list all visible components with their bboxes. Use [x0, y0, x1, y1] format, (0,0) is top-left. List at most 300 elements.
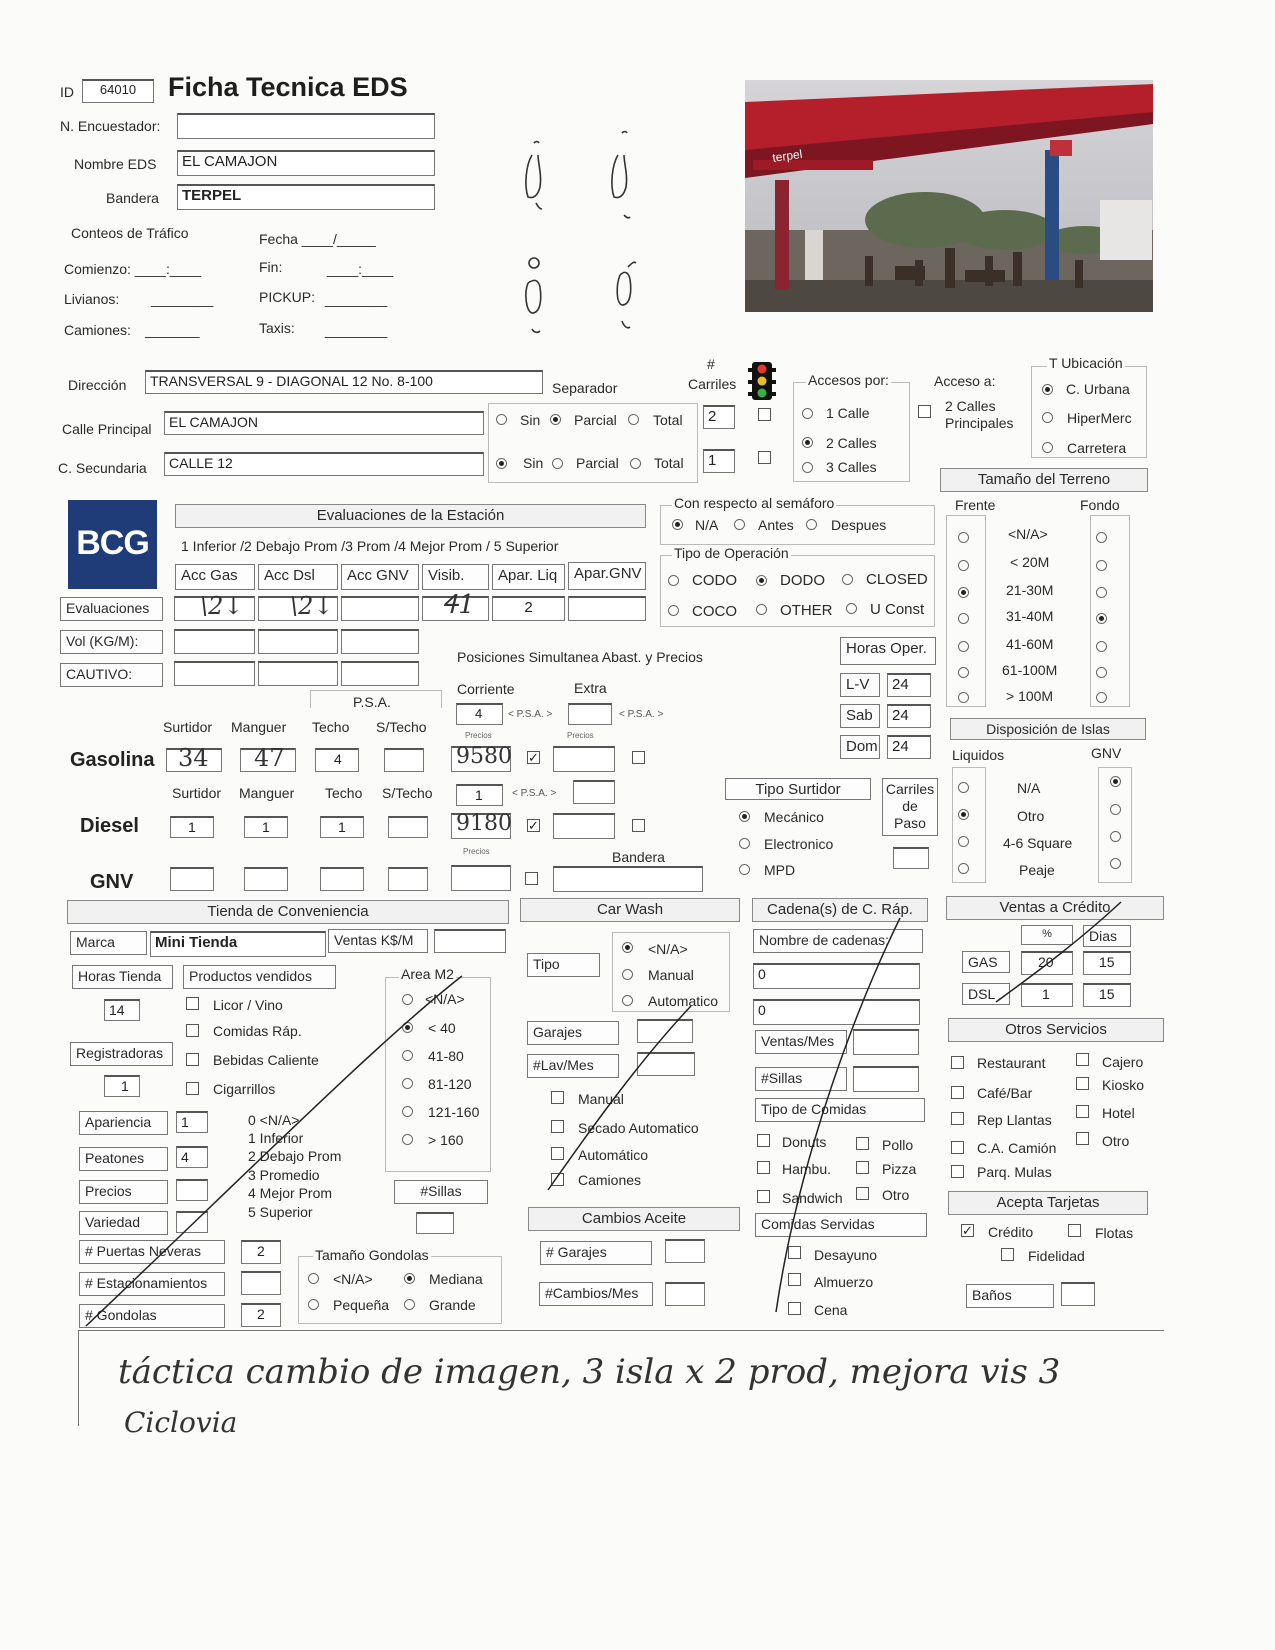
notes-left-rule	[78, 1330, 79, 1426]
gas-techo-field[interactable]: 4	[315, 748, 359, 772]
surtidor-mecanico-radio[interactable]	[739, 811, 750, 822]
tienda-sillas-field[interactable]	[416, 1212, 454, 1234]
credito-dsl-pct-field[interactable]: 1	[1021, 983, 1073, 1007]
secundaria-label: C. Secundaria	[58, 460, 147, 476]
servicio-rep-check[interactable]	[951, 1112, 964, 1125]
servicio-cajero-check[interactable]	[1076, 1053, 1089, 1066]
cadena-desayuno-check[interactable]	[788, 1246, 801, 1259]
ubicacion-hiper-radio[interactable]	[1042, 412, 1053, 423]
ubicacion-hiper-label: HiperMerc	[1067, 410, 1132, 426]
notes-top-rule	[78, 1330, 1164, 1331]
acceso-3-radio[interactable]	[802, 462, 813, 473]
producto-bebidas-label: Bebidas Caliente	[213, 1052, 319, 1068]
producto-bebidas-check[interactable]	[186, 1053, 199, 1066]
nombre-label: Nombre EDS	[74, 156, 157, 172]
cadena-sandwich-label: Sandwich	[782, 1190, 843, 1206]
producto-cigarrillos-label: Cigarrillos	[213, 1081, 276, 1097]
islas-liq-radio-2[interactable]	[958, 836, 969, 847]
peatones-field[interactable]: 4	[176, 1146, 208, 1168]
sep2-total-radio[interactable]	[630, 458, 641, 469]
direccion-field[interactable]: TRANSVERSAL 9 - DIAGONAL 12 No. 8-100	[145, 370, 543, 394]
surtidor-mpd-radio[interactable]	[739, 864, 750, 875]
nombre-field[interactable]: EL CAMAJON	[177, 150, 435, 176]
credito-dsl-label: DSL	[962, 983, 1010, 1005]
surtidor-title: Tipo Surtidor	[725, 778, 871, 800]
livianos-line: ________	[151, 291, 214, 307]
carwash-camiones-check[interactable]	[551, 1173, 564, 1186]
frente-radio-3[interactable]	[958, 613, 969, 624]
op-closed-radio[interactable]	[842, 574, 853, 585]
fondo-radio-3[interactable]	[1096, 613, 1107, 624]
islas-liq-radio-0[interactable]	[958, 782, 969, 793]
gondolas-field[interactable]: 2	[241, 1303, 281, 1327]
estacionamientos-field[interactable]	[241, 1271, 281, 1295]
islas-gnv-label: GNV	[1091, 745, 1122, 761]
cadena-otro-check[interactable]	[856, 1187, 869, 1200]
sep2-total-label: Total	[654, 455, 684, 471]
horas-lv-label: L-V	[840, 673, 880, 697]
frente-radio-5[interactable]	[958, 667, 969, 678]
servicio-kiosko-check[interactable]	[1076, 1077, 1089, 1090]
frente-radio-0[interactable]	[958, 532, 969, 543]
gnv-label: GNV	[90, 871, 134, 893]
psa-label: P.S.A.	[353, 694, 391, 710]
op-other-label: OTHER	[780, 602, 833, 619]
acceso-1-radio[interactable]	[802, 408, 813, 419]
ubicacion-label: T Ubicación	[1049, 355, 1123, 371]
sep1-sin-radio[interactable]	[496, 414, 507, 425]
photo-sign: terpel	[771, 146, 804, 165]
aceite-garajes-field[interactable]	[665, 1239, 705, 1263]
comienzo-label: Comienzo: ____:____	[64, 261, 201, 277]
eval-acc-gnv-field[interactable]	[341, 596, 419, 621]
horas-dom-field[interactable]: 24	[887, 735, 931, 759]
vol-dsl-field[interactable]	[258, 629, 338, 654]
sep1-parcial-label: Parcial	[574, 412, 617, 428]
fecha-label: Fecha ____/_____	[259, 231, 376, 247]
dsl-techo-label: Techo	[325, 785, 363, 801]
gas-stecho-field[interactable]	[384, 748, 424, 772]
cautivo-dsl-field[interactable]	[258, 661, 338, 686]
gas-extra-check[interactable]	[632, 751, 645, 764]
servicio-rep-label: Rep Llantas	[977, 1112, 1052, 1128]
tienda-sillas-label: #Sillas	[394, 1180, 488, 1204]
ubicacion-urbana-radio[interactable]	[1042, 384, 1053, 395]
sep2-parcial-label: Parcial	[576, 455, 619, 471]
apariencia-field[interactable]: 1	[176, 1111, 208, 1133]
gondolas-label: # Gondolas	[79, 1304, 225, 1328]
op-coco-radio[interactable]	[668, 605, 679, 616]
frente-radio-4[interactable]	[958, 641, 969, 652]
carwash-camiones-label: Camiones	[578, 1172, 642, 1188]
fondo-radio-2[interactable]	[1096, 587, 1107, 598]
op-other-radio[interactable]	[756, 604, 767, 615]
carriles-paso-field[interactable]	[893, 847, 929, 869]
bcg-logo-text: BCG	[76, 524, 149, 562]
tienda-registradoras-field[interactable]: 1	[104, 1075, 140, 1097]
dsl-surtidor-label: Surtidor	[172, 785, 222, 801]
accesos-label: Accesos por:	[808, 372, 889, 388]
carriles-label: Carriles	[688, 376, 737, 392]
dsl-extra-check[interactable]	[632, 819, 645, 832]
taxis-label: Taxis:	[259, 320, 295, 336]
id-label: ID	[60, 84, 74, 100]
carriles-paso-label: Carriles de Paso	[882, 778, 938, 836]
semaforo-despues-label: Despues	[831, 517, 887, 533]
carwash-automatico-check[interactable]	[551, 1147, 564, 1160]
eval-col-acc-dsl: Acc Dsl	[258, 564, 338, 590]
traffic-light-icon	[748, 362, 778, 402]
islas-title: Disposición de Islas	[950, 718, 1146, 740]
acceso-a-check[interactable]	[918, 405, 931, 418]
fondo-radio-4[interactable]	[1096, 641, 1107, 652]
aceite-cambios-field[interactable]	[665, 1282, 705, 1306]
servicio-parq-check[interactable]	[951, 1165, 964, 1178]
ubicacion-urbana-label: C. Urbana	[1066, 381, 1130, 397]
cadena-cena-check[interactable]	[788, 1302, 801, 1315]
op-uconst-label: U Const	[870, 601, 925, 618]
islas-opt-1: Otro	[1017, 808, 1045, 824]
cadena-desayuno-label: Desayuno	[814, 1247, 878, 1263]
cadena-tipo-label: Tipo de Comidas	[755, 1098, 925, 1122]
gas-corriente-precio-hand: 9580	[456, 744, 512, 769]
carriles-hash: #	[707, 356, 715, 372]
area-radio-4[interactable]	[402, 1106, 413, 1117]
eval-row-vol: Vol (KG/M):	[60, 630, 163, 654]
dsl-corriente-check[interactable]: ✓	[528, 818, 539, 833]
tarjetas-title: Acepta Tarjetas	[948, 1191, 1148, 1215]
dsl-surtidor-field[interactable]: 1	[170, 816, 214, 838]
puertas-label: # Puertas Neveras	[79, 1240, 225, 1264]
dsl-techo-field[interactable]: 1	[320, 816, 364, 838]
surtidor-electronico-radio[interactable]	[739, 838, 750, 849]
gas-extra-psa-arrow: < P.S.A. >	[619, 709, 664, 720]
pickup-line: ________	[325, 291, 388, 307]
acceso-2-label: 2 Calles	[826, 435, 877, 451]
cadena-hambu-check[interactable]	[757, 1161, 770, 1174]
cadena-ventas-field[interactable]	[853, 1029, 919, 1055]
livianos-label: Livianos:	[64, 291, 120, 307]
dsl-extra-precio-field[interactable]	[553, 813, 615, 839]
area-radio-0[interactable]	[402, 994, 413, 1005]
fondo-radio-0[interactable]	[1096, 532, 1107, 543]
producto-comidas-check[interactable]	[186, 1024, 199, 1037]
cadena-title: Cadena(s) de C. Ráp.	[752, 898, 928, 922]
tamano-group	[298, 1256, 502, 1324]
area-opt-1: < 40	[428, 1020, 456, 1036]
sep1-total-label: Total	[653, 412, 683, 428]
terreno-title: Tamaño del Terreno	[940, 468, 1148, 492]
tienda-marca-label: Marca	[70, 931, 147, 955]
carwash-manual-radio[interactable]	[622, 969, 633, 980]
eval-row-cautivo: CAUTIVO:	[60, 663, 163, 687]
frente-radio-1[interactable]	[958, 560, 969, 571]
servicio-otro-label: Otro	[1102, 1133, 1130, 1149]
producto-cigarrillos-check[interactable]	[186, 1082, 199, 1095]
gas-corriente-precios-label: Precios	[465, 731, 492, 740]
tarjeta-credito-check[interactable]: ✓	[962, 1223, 973, 1238]
cadena-almuerzo-check[interactable]	[788, 1273, 801, 1286]
semaforo-na-radio[interactable]	[672, 519, 683, 530]
vol-gnv-field[interactable]	[341, 629, 419, 654]
area-opt-4: 121-160	[428, 1104, 480, 1120]
bandera-field[interactable]: TERPEL	[177, 184, 435, 210]
horas-sab-label: Sab	[840, 704, 880, 728]
gnv-techo-field[interactable]	[320, 867, 364, 891]
tarjeta-fidelidad-check[interactable]	[1001, 1248, 1014, 1261]
gas-extra-precios-label: Precios	[567, 731, 594, 740]
vol-gas-field[interactable]	[174, 629, 255, 654]
credito-gas-pct-field[interactable]: 20	[1021, 951, 1073, 975]
credito-gas-label: GAS	[962, 951, 1010, 973]
servicio-cajero-label: Cajero	[1102, 1054, 1144, 1070]
acceso-2-radio[interactable]	[802, 437, 813, 448]
puertas-field[interactable]: 2	[241, 1240, 281, 1264]
tamano-na-label: <N/A>	[333, 1271, 373, 1287]
encuestador-field[interactable]	[177, 113, 435, 139]
semaforo-antes-radio[interactable]	[734, 519, 745, 530]
area-radio-3[interactable]	[402, 1078, 413, 1089]
notes-line-2[interactable]: Ciclovia	[124, 1406, 238, 1439]
semaforo-antes-label: Antes	[758, 517, 794, 533]
aceite-cambios-label: #Cambios/Mes	[539, 1282, 653, 1306]
bcg-logo	[68, 500, 157, 589]
producto-licor-check[interactable]	[186, 997, 199, 1010]
gnv-precio-field[interactable]	[451, 865, 511, 891]
islas-liquidos-label: Liquidos	[952, 747, 1005, 763]
tienda-registradoras-label: Registradoras	[70, 1042, 173, 1066]
banos-field[interactable]	[1061, 1282, 1095, 1306]
carwash-manual-check[interactable]	[551, 1091, 564, 1104]
servicio-otro-check[interactable]	[1076, 1132, 1089, 1145]
horas-lv-field[interactable]: 24	[887, 673, 931, 697]
servicio-cafe-check[interactable]	[951, 1086, 964, 1099]
dsl-manguer-field[interactable]: 1	[244, 816, 288, 838]
calle-label: Calle Principal	[62, 421, 152, 437]
cadena-pollo-check[interactable]	[856, 1137, 869, 1150]
gnv-stecho-field[interactable]	[388, 867, 428, 891]
tienda-horas-field[interactable]: 14	[104, 999, 140, 1021]
gas-corriente-check[interactable]: ✓	[528, 750, 539, 765]
eval-visib-hand: Ꮞ1	[442, 590, 475, 620]
variedad-field[interactable]	[176, 1211, 208, 1233]
gasolina-label: Gasolina	[70, 749, 155, 771]
variedad-label: Variedad	[79, 1211, 168, 1235]
cautivo-gnv-field[interactable]	[341, 661, 419, 686]
ubicacion-carretera-radio[interactable]	[1042, 442, 1053, 453]
carwash-garajes-label: Garajes	[527, 1021, 619, 1045]
horas-label: Horas Oper.	[840, 637, 936, 665]
cadena-sandwich-check[interactable]	[757, 1190, 770, 1203]
carriles1-check[interactable]	[758, 408, 771, 421]
cadena-nombre-1-field[interactable]: 0	[753, 963, 920, 989]
op-uconst-radio[interactable]	[846, 603, 857, 614]
servicio-restaurant-check[interactable]	[951, 1056, 964, 1069]
precios-label: Precios	[79, 1180, 168, 1204]
carriles1-field[interactable]: 2	[703, 405, 735, 429]
tamano-grande-label: Grande	[429, 1297, 476, 1313]
area-radio-2[interactable]	[402, 1050, 413, 1061]
fondo-radio-5[interactable]	[1096, 667, 1107, 678]
tamano-pequena-radio[interactable]	[308, 1299, 319, 1310]
carwash-lav-field[interactable]	[637, 1052, 695, 1076]
camiones-line: _______	[145, 322, 200, 338]
tienda-scale-3: 3 Promedio	[248, 1167, 320, 1183]
semaforo-na-label: N/A	[695, 517, 719, 533]
direccion-label: Dirección	[68, 377, 127, 393]
surtidor-label: Surtidor	[163, 719, 213, 735]
servicio-restaurant-label: Restaurant	[977, 1055, 1046, 1071]
servicios-title: Otros Servicios	[948, 1018, 1164, 1042]
notes-line-1[interactable]: táctica cambio de imagen, 3 isla x 2 prod, mejora vis 3	[118, 1352, 1061, 1392]
id-field[interactable]: 64010	[82, 79, 154, 103]
area-radio-1[interactable]	[402, 1022, 413, 1033]
encuestador-label: N. Encuestador:	[60, 118, 161, 134]
tienda-ventas-label: Ventas K$/M	[328, 929, 428, 953]
eval-apar-gnv-field[interactable]	[568, 596, 646, 621]
tienda-scale-0: 0 <N/A>	[248, 1112, 300, 1128]
tamano-mediana-radio[interactable]	[404, 1273, 415, 1284]
islas-liq-radio-3[interactable]	[958, 863, 969, 874]
tarjeta-flotas-check[interactable]	[1068, 1224, 1081, 1237]
gas-extra-psa-field[interactable]	[568, 703, 612, 725]
gnv-bandera-label: Bandera	[612, 849, 665, 865]
credito-pct-label: %	[1021, 925, 1073, 945]
gnv-manguer-field[interactable]	[244, 867, 288, 891]
islas-gnv-radio-2[interactable]	[1110, 831, 1121, 842]
dsl-stecho-label: S/Techo	[382, 785, 433, 801]
cadena-pizza-check[interactable]	[856, 1161, 869, 1174]
gnv-surtidor-field[interactable]	[170, 867, 214, 891]
dsl-psa-arrow: < P.S.A. >	[512, 788, 557, 799]
manguer-label: Manguer	[231, 719, 287, 735]
carriles2-check[interactable]	[758, 451, 771, 464]
carwash-na-radio[interactable]	[622, 942, 633, 953]
sep1-sin-label: Sin	[520, 412, 541, 428]
tienda-scale-2: 2 Debajo Prom	[248, 1148, 342, 1164]
area-radio-5[interactable]	[402, 1134, 413, 1145]
islas-gnv-radio-1[interactable]	[1110, 804, 1121, 815]
tamano-mediana-label: Mediana	[429, 1271, 483, 1287]
tienda-scale-1: 1 Inferior	[248, 1130, 304, 1146]
acceso-a-label: Acceso a:	[934, 373, 996, 389]
carriles2-field[interactable]: 1	[703, 449, 735, 473]
eval-apar-liq-field[interactable]: 2	[492, 596, 565, 621]
islas-gnv-radio-0[interactable]	[1110, 776, 1121, 787]
sep1-parcial-radio[interactable]	[550, 414, 561, 425]
op-codo-radio[interactable]	[668, 575, 679, 586]
tarjeta-fidelidad-label: Fidelidad	[1028, 1248, 1085, 1264]
tamano-grande-radio[interactable]	[404, 1299, 415, 1310]
tienda-ventas-field[interactable]	[434, 929, 506, 953]
calle-field[interactable]: EL CAMAJON	[164, 411, 484, 435]
islas-opt-0: N/A	[1017, 780, 1041, 796]
fondo-radio-1[interactable]	[1096, 560, 1107, 571]
pickup-label: PICKUP:	[259, 289, 316, 305]
gnv-check[interactable]	[525, 872, 538, 885]
cadena-sillas-label: #Sillas	[755, 1067, 847, 1091]
cadena-servidas-label: Comidas Servidas	[755, 1213, 927, 1237]
carwash-auto-radio[interactable]	[622, 995, 633, 1006]
servicio-ca-check[interactable]	[951, 1141, 964, 1154]
islas-liquidos-group	[952, 767, 986, 883]
terreno-frente-label: Frente	[955, 497, 996, 513]
terreno-frente-group	[946, 515, 986, 707]
ubicacion-carretera-label: Carretera	[1067, 440, 1127, 456]
servicio-cafe-label: Café/Bar	[977, 1085, 1033, 1101]
gnv-bandera-field[interactable]	[553, 866, 703, 892]
frente-radio-2[interactable]	[958, 587, 969, 598]
evaluaciones-title: Evaluaciones de la Estación	[175, 504, 646, 528]
sep2-parcial-radio[interactable]	[552, 458, 563, 469]
fondo-radio-6[interactable]	[1096, 692, 1107, 703]
dsl-psa-field[interactable]: 1	[456, 784, 503, 806]
tienda-scale-4: 4 Mejor Prom	[248, 1185, 333, 1201]
sep2-sin-radio[interactable]	[496, 458, 507, 469]
horas-sab-field[interactable]: 24	[887, 704, 931, 728]
islas-liq-radio-1[interactable]	[958, 809, 969, 820]
frente-radio-6[interactable]	[958, 692, 969, 703]
islas-gnv-radio-3[interactable]	[1110, 858, 1121, 869]
terreno-fondo-label: Fondo	[1080, 497, 1120, 513]
servicio-parq-label: Parq. Mulas	[977, 1164, 1052, 1180]
secundaria-field[interactable]: CALLE 12	[164, 452, 484, 476]
servicio-kiosko-label: Kiosko	[1102, 1077, 1145, 1093]
eval-col-acc-gas: Acc Gas	[175, 564, 255, 590]
terreno-opt-3: 31-40M	[1006, 608, 1054, 624]
credito-gas-dias-field[interactable]: 15	[1083, 951, 1131, 975]
traffic-title: Conteos de Tráfico	[71, 225, 189, 241]
servicio-hotel-label: Hotel	[1102, 1105, 1135, 1121]
aceite-title: Cambios Aceite	[528, 1207, 740, 1231]
semaforo-despues-radio[interactable]	[806, 519, 817, 530]
op-dodo-radio[interactable]	[756, 575, 767, 586]
cadena-sillas-field[interactable]	[853, 1066, 919, 1092]
acceso-1-label: 1 Calle	[826, 405, 870, 421]
carwash-secado-check[interactable]	[551, 1120, 564, 1133]
islas-opt-2: 4-6 Square	[1003, 835, 1073, 851]
tienda-horas-label: Horas Tienda	[72, 965, 173, 989]
cadena-nombre-2-field[interactable]: 0	[753, 999, 920, 1025]
credito-dsl-dias-field[interactable]: 15	[1083, 983, 1131, 1007]
eval-row-evaluaciones: Evaluaciones	[60, 597, 163, 621]
precios-field[interactable]	[176, 1179, 208, 1201]
area-opt-0: <N/A>	[425, 991, 465, 1007]
page-title: Ficha Tecnica EDS	[168, 72, 408, 102]
eval-col-apar-liq: Apar. Liq	[492, 564, 565, 590]
carwash-manual-check-label: Manual	[578, 1091, 624, 1107]
terreno-opt-0: <N/A>	[1008, 526, 1048, 542]
cadena-donuts-check[interactable]	[757, 1134, 770, 1147]
tamano-na-radio[interactable]	[308, 1273, 319, 1284]
dsl-stecho-field[interactable]	[388, 816, 428, 838]
gas-surtidor-hand: 34	[178, 744, 209, 772]
gas-extra-precio-field[interactable]	[553, 746, 615, 772]
servicio-hotel-check[interactable]	[1076, 1105, 1089, 1118]
apariencia-label: Apariencia	[79, 1111, 168, 1135]
tienda-marca-field[interactable]: Mini Tienda	[150, 931, 326, 957]
op-coco-label: COCO	[692, 603, 737, 620]
op-closed-label: CLOSED	[866, 571, 928, 588]
dsl-extra-psa-field[interactable]	[573, 780, 615, 804]
carwash-garajes-field[interactable]	[637, 1019, 693, 1043]
gas-corriente-psa-arrow: < P.S.A. >	[508, 709, 553, 720]
gas-corriente-psa-field[interactable]: 4	[456, 703, 503, 725]
sep1-total-radio[interactable]	[628, 414, 639, 425]
posiciones-title: Posiciones Simultanea Abast. y Precios	[457, 649, 703, 665]
servicio-ca-label: C.A. Camión	[977, 1140, 1057, 1156]
cautivo-gas-field[interactable]	[174, 661, 255, 686]
